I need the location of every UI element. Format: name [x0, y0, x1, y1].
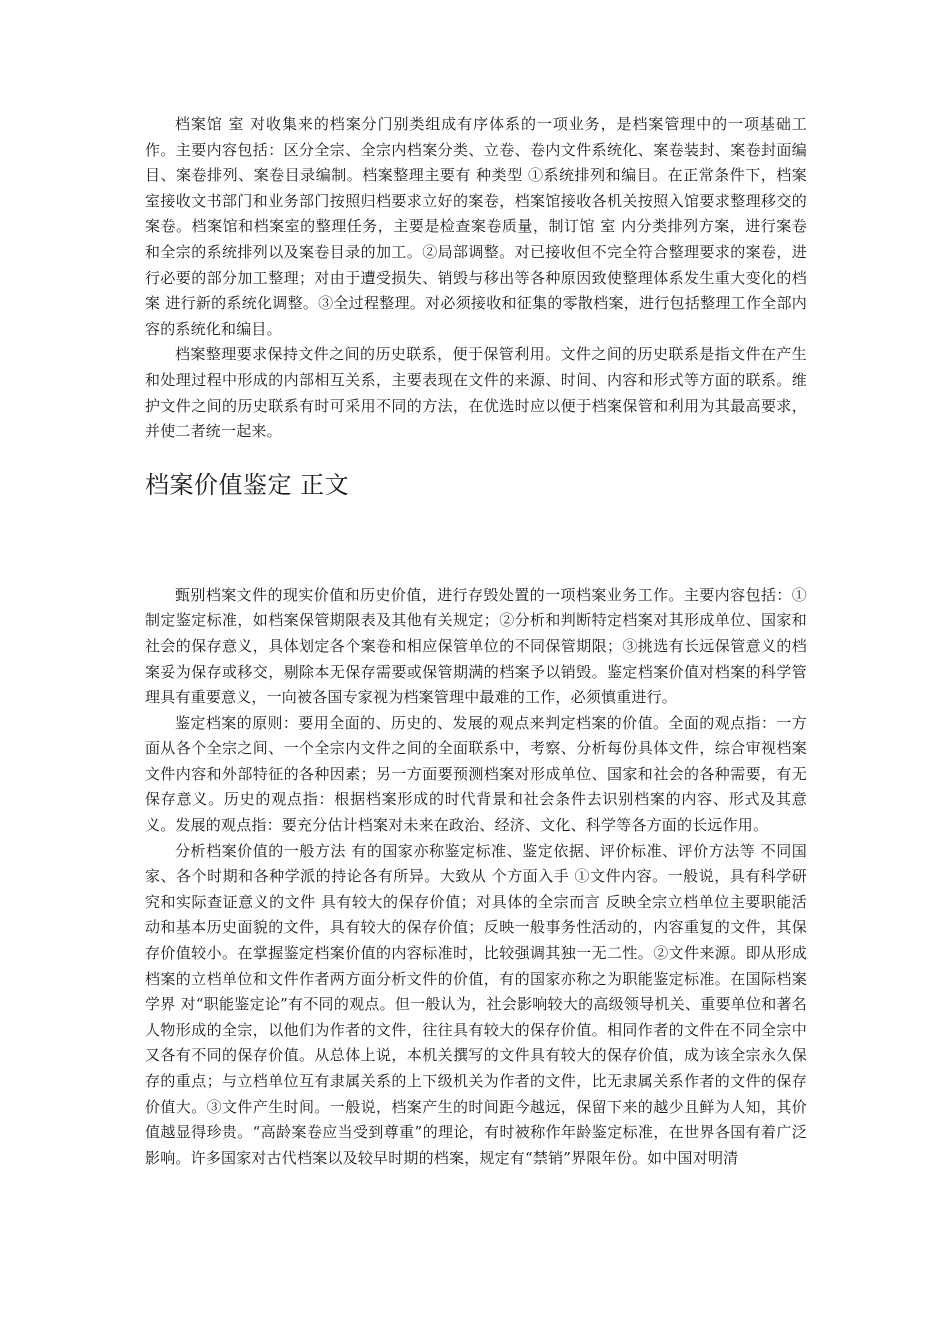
- blank-space: [145, 505, 807, 583]
- paragraph-appraisal-principles: 鉴定档案的原则：要用全面的、历史的、发展的观点来判定档案的价值。全面的观点指：一方面从各个全宗之间、一个全宗内文件之间的全面联系中，考察、分析每份具体文件，综合审视档案文件内容和外部特征的各种因素；另一方面要预测档案对形成单位、国家和社会的各种需要，有无保存意义。历史的观点指：根据档案形成的时代背景和社会条件去识别档案的内容、形式及其意义。发展的观点指：要充分估计档案对未来在政治、经济、文化、科学等各方面的长远作用。: [145, 713, 807, 835]
- section-heading: 档案价值鉴定 正文: [145, 470, 350, 499]
- document-page: [145, 112, 807, 1171]
- paragraph-historical-connection: 档案整理要求保持文件之间的历史联系，便于保管利用。文件之间的历史联系是指文件在产生和处理过程中形成的内部相互关系，主要表现在文件的来源、时间、内容和形式等方面的联系。维护文件之间的历史联系有时可采用不同的方法，在优选时应以便于档案保管和利用为其最高要求，并使二者统一起来。: [145, 345, 807, 441]
- paragraph-appraisal-definition: 甄别档案文件的现实价值和历史价值，进行存毁处置的一项档案业务工作。主要内容包括：①制定鉴定标准，如档案保管期限表及其他有关规定；②分析和判断特定档案对其形成单位、国家和社会的保存意义，具体划定各个案卷和相应保管单位的不同保管期限；③挑选有长远保管意义的档案妥为保存或移交，剔除本无保存需要或保管期满的档案予以销毁。鉴定档案价值对档案的科学管理具有重要意义，一向被各国专家视为档案管理中最难的工作，必须慎重进行。: [145, 585, 807, 707]
- paragraph-archive-arrangement: 档案馆 室 对收集来的档案分门别类组成有序体系的一项业务，是档案管理中的一项基础工作。主要内容包括：区分全宗、全宗内档案分类、立卷、卷内文件系统化、案卷装封、案卷封面编目、案卷排列、案卷目录编制。档案整理主要有 种类型 ①系统排列和编目。在正常条件下，档案室接收文书部门和业务部门按照归档要求立好的案卷，档案馆接收各机关按照入馆要求整理移交的案卷。档案馆和档案室的整理任务，主要是检查案卷质量，制订馆 室 内分类排列方案，进行案卷和全宗的系统排列以及案卷目录的加工。②局部调整。对已接收但不完全符合整理要求的案卷，进行必要的部分加工整理；对由于遭受损失、销毁与移出等各种原因致使整理体系发生重大变化的档案 进行新的系统化调整。③全过程整理。对必须接收和征集的零散档案，进行包括整理工作全部内容的系统化和编目。: [145, 115, 807, 338]
- paragraph-appraisal-methods: 分析档案价值的一般方法 有的国家亦称鉴定标准、鉴定依据、评价标准、评价方法等 不同国家、各个时期和各种学派的持论各有所异。大致从 个方面入手 ①文件内容。一般说，具有科学研究和实际查证意义的文件 具有较大的保存价值；对具体的全宗而言 反映全宗立档单位主要职能活动和基本历史面貌的文件，具有较大的保存价值；反映一般事务性活动的，内容重复的文件，其保存价值较小。在掌握鉴定档案价值的内容标准时，比较强调其独一无二性。②文件来源。即从形成档案的立档单位和文件作者两方面分析文件的价值，有的国家亦称之为职能鉴定标准。在国际档案学界 对“职能鉴定论”有不同的观点。但一般认为，社会影响较大的高级领导机关、重要单位和著名人物形成的全宗，以他们为作者的文件，往往具有较大的保存价值。相同作者的文件在不同全宗中又各有不同的保存价值。从总体上说，本机关撰写的文件具有较大的保存价值，成为该全宗永久保存的重点；与立档单位互有隶属关系的上下级机关为作者的文件，比无隶属关系作者的文件的保存价值大。③文件产生时间。一般说，档案产生的时间距今越远，保留下来的越少且鲜为人知，其价值越显得珍贵。“高龄案卷应当受到尊重”的理论，有时被称作年龄鉴定标准，在世界各国有着广泛影响。许多国家对古代档案以及较早时期的档案，规定有“禁销”界限年份。如中国对明清: [145, 841, 807, 1167]
